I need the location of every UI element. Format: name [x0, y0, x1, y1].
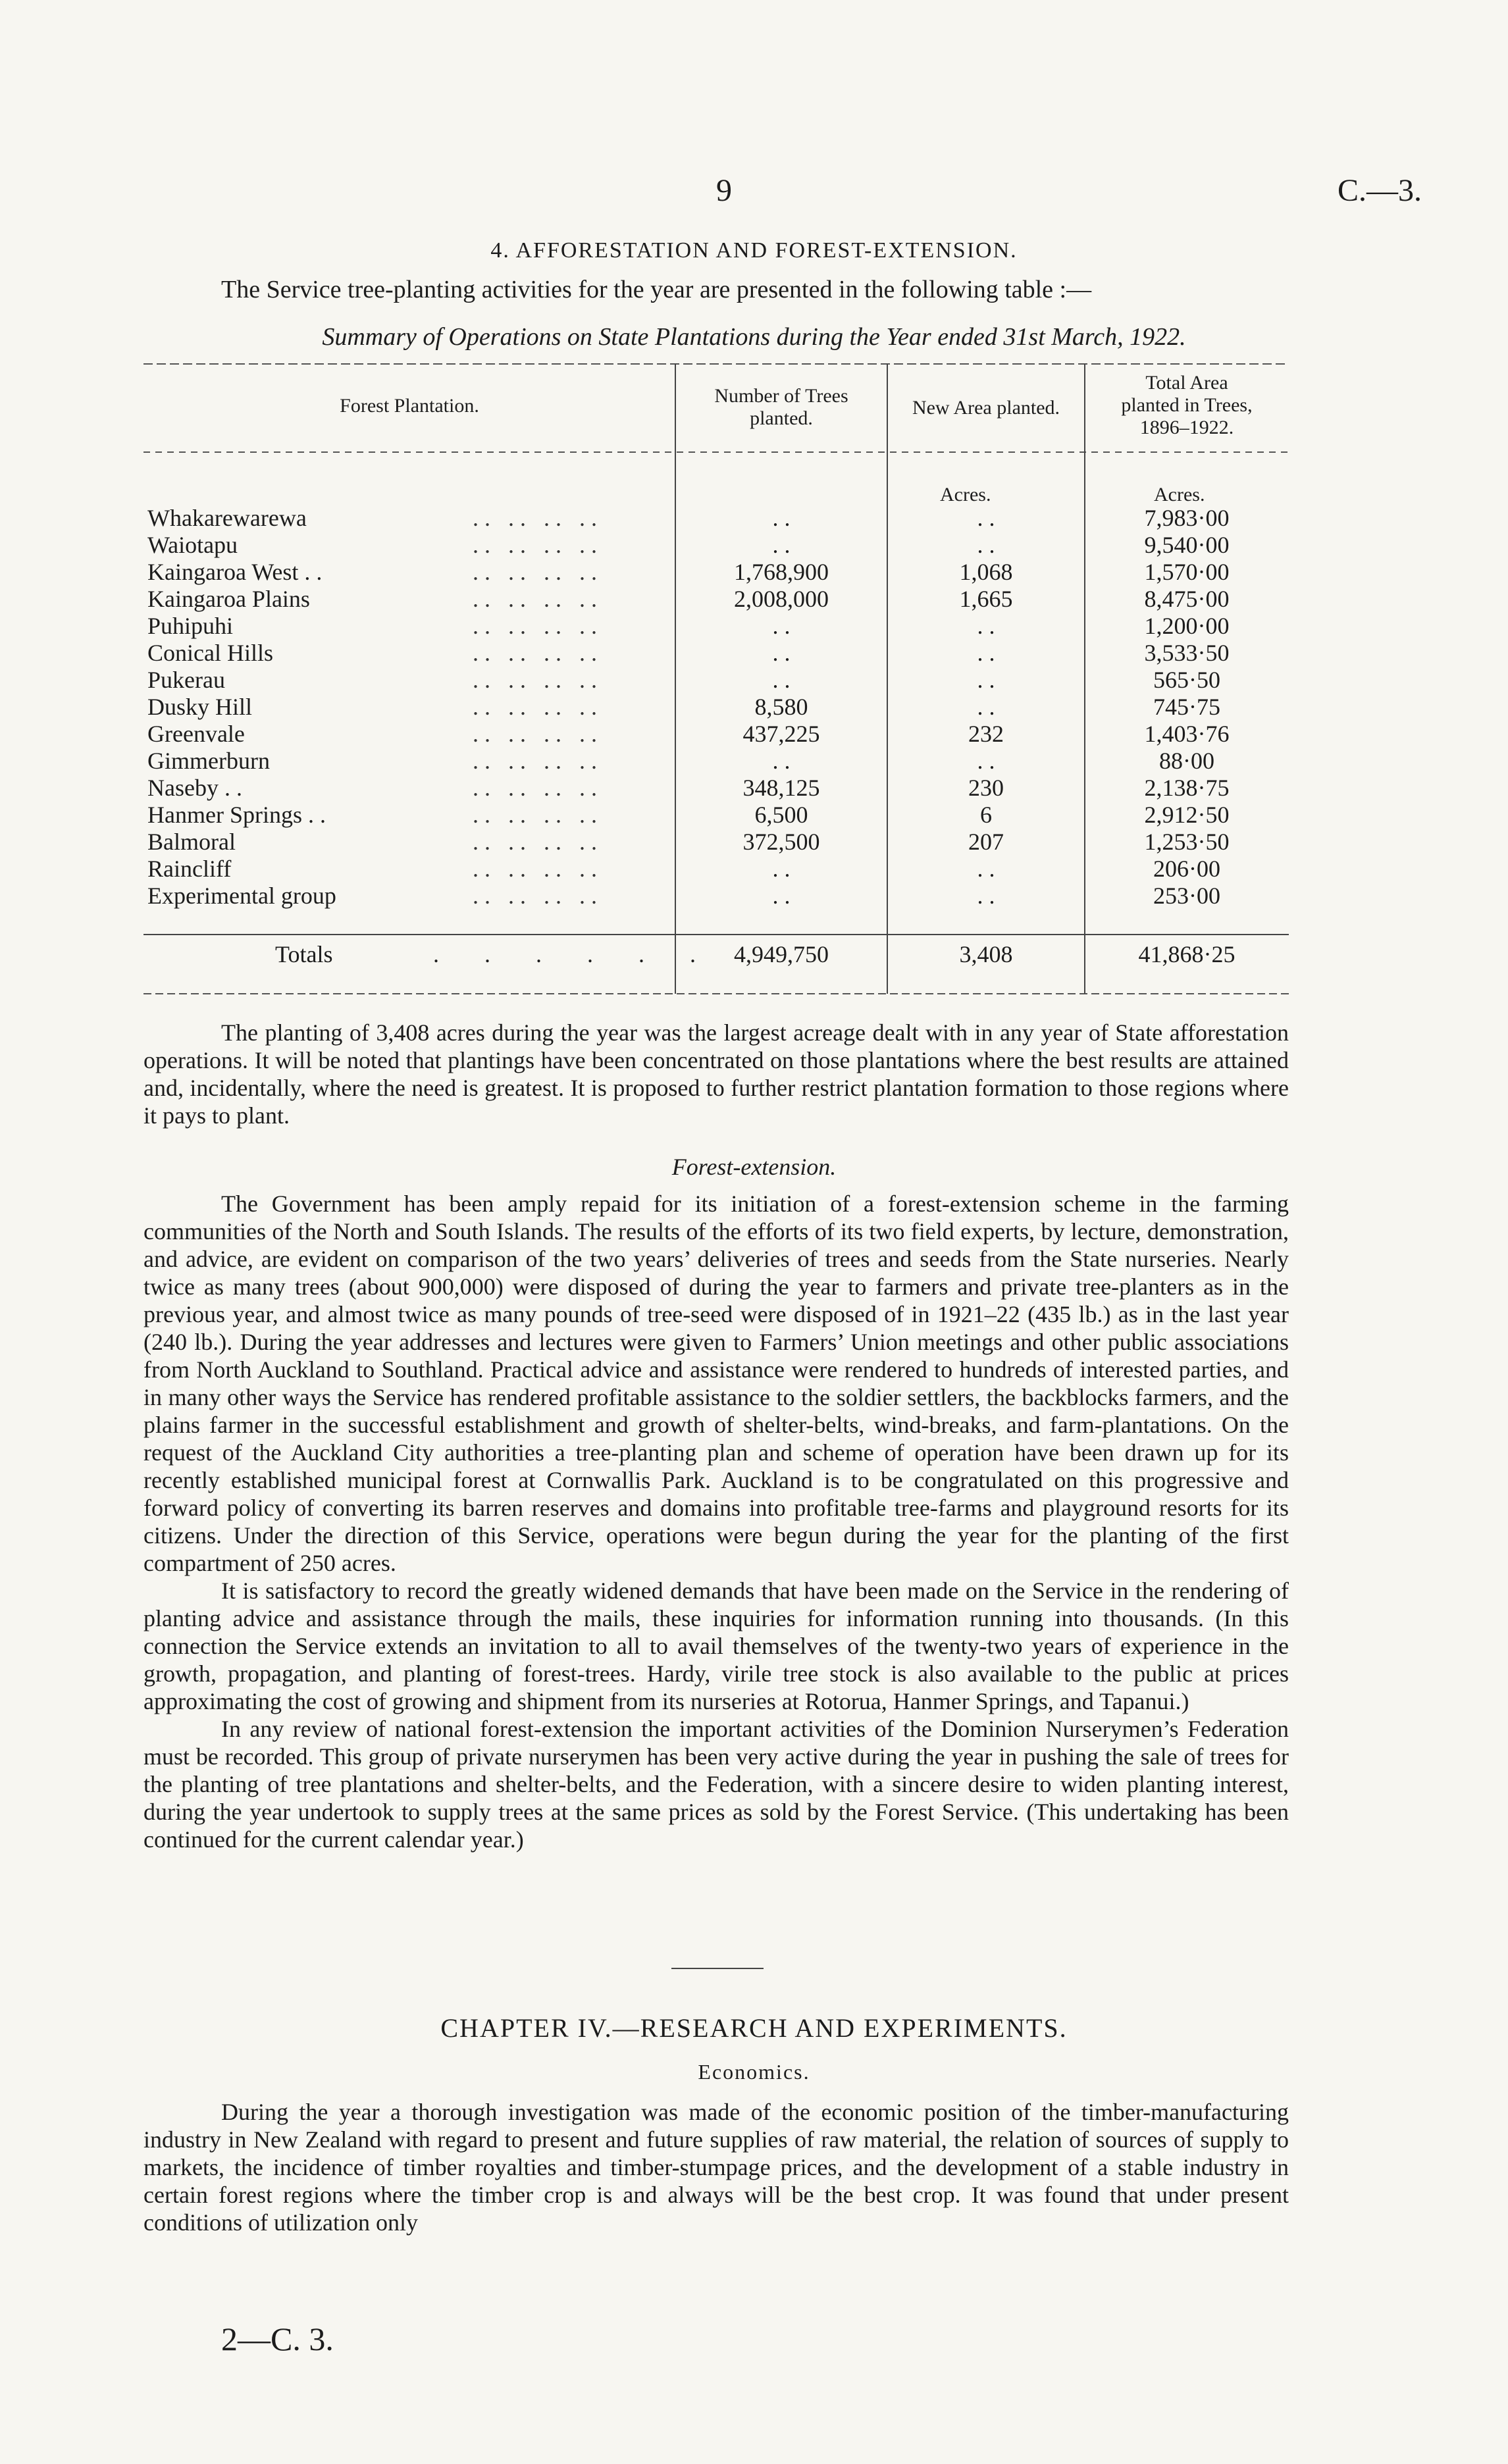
row-leader: . . . . . . . .	[473, 856, 597, 882]
table-row	[143, 640, 1289, 666]
intro-text: The Service tree-planting activities for the year are presented in the following table :—	[221, 276, 1092, 303]
plantation-name: Waiotapu	[147, 532, 238, 558]
table-row	[143, 748, 1289, 774]
header-new-area: New Area planted.	[912, 397, 1060, 419]
total-area: 253·00	[1153, 883, 1220, 909]
header-total-line3: 1896–1922.	[1139, 417, 1234, 438]
row-leader: . . . . . . . .	[473, 721, 597, 747]
table-row	[143, 694, 1289, 720]
new-area: 230	[968, 775, 1004, 801]
plantation-name: Balmoral	[147, 829, 236, 855]
header-total-line2: planted in Trees,	[1121, 394, 1253, 416]
plantation-name: Gimmerburn	[147, 748, 270, 774]
row-leader: . . . . . . . .	[473, 586, 597, 612]
new-area: 207	[968, 829, 1004, 855]
plantation-name: Dusky Hill	[147, 694, 253, 720]
row-leader: . . . . . . . .	[473, 613, 597, 639]
totals-trees: 4,949,750	[734, 941, 829, 967]
total-area: 565·50	[1153, 667, 1220, 693]
row-leader: . . . . . . . .	[473, 532, 597, 558]
new-area: . .	[977, 667, 995, 693]
trees-planted: . .	[772, 640, 791, 666]
row-leader: . . . . . . . .	[473, 883, 597, 909]
row-leader: . . . . . . . .	[473, 829, 597, 855]
plantation-name: Raincliff	[147, 856, 232, 882]
totals-total: 41,868·25	[1138, 941, 1235, 967]
trees-planted: 6,500	[754, 802, 808, 828]
header-trees-planted	[675, 385, 887, 430]
table-row	[143, 613, 1289, 639]
new-area: 1,068	[959, 559, 1013, 585]
new-area: . .	[977, 640, 995, 666]
table-row	[143, 856, 1289, 882]
total-area: 2,912·50	[1144, 802, 1230, 828]
trees-planted: . .	[772, 532, 791, 558]
total-area: 88·00	[1159, 748, 1214, 774]
total-area: 8,475·00	[1144, 586, 1230, 612]
plantation-name: Experimental group	[147, 883, 336, 909]
units-total: Acres.	[1154, 484, 1205, 505]
table-row	[143, 532, 1289, 558]
planting-paragraph	[143, 1019, 1289, 1129]
new-area: 6	[980, 802, 992, 828]
plantation-name: Conical Hills	[147, 640, 273, 666]
plantation-name: Greenvale	[147, 721, 245, 747]
forest-extension-p3: In any review of national forest-extension the important activities of the Dominion Nurserymen’s Federation must be recorded. This group of private nurserymen has been very active during the year in pushing the sale of trees for the planting of tree plantations and shelter-belts, and the Federation, with a sincere desire to widen planting interest, during the year undertook to supply trees at the same prices as sold by the Forest Service. (This undertaking has been continued for the current calendar year.)	[143, 1716, 1289, 1853]
total-area: 206·00	[1153, 856, 1220, 882]
new-area: . .	[977, 856, 995, 882]
table-row	[143, 802, 1289, 828]
plantation-name: Hanmer Springs . .	[147, 802, 326, 828]
trees-planted: . .	[772, 613, 791, 639]
trees-planted: 437,225	[742, 721, 820, 747]
footer-signature: 2—C. 3.	[221, 2321, 334, 2357]
new-area: . .	[977, 532, 995, 558]
economics-p1: During the year a thorough investigation was made of the economic position of the timber-manufacturing industry in New Zealand with regard to present and future supplies of raw material, the relation of sources of supply to markets, the incidence of timber royalties and timber-stumpage prices, and the development of a stable industry in certain forest regions where the timber crop is and always will be the best crop. It was found that under present conditions of utilization only	[143, 2099, 1289, 2236]
totals-leader: . . . . . .	[433, 941, 715, 967]
chapter-title: CHAPTER IV.—RESEARCH AND EXPERIMENTS.	[440, 2013, 1068, 2043]
table-row	[143, 883, 1289, 909]
forest-extension-heading: Forest-extension.	[671, 1154, 837, 1180]
trees-planted: 8,580	[754, 694, 808, 720]
trees-planted: . .	[772, 748, 791, 774]
section-heading: 4. AFFORESTATION AND FOREST-EXTENSION.	[490, 238, 1018, 263]
table-row	[143, 559, 1289, 585]
plantation-name: Naseby . .	[147, 775, 242, 801]
new-area: . .	[977, 694, 995, 720]
plantation-name: Whakarewarewa	[147, 505, 307, 531]
trees-planted: . .	[772, 667, 791, 693]
row-leader: . . . . . . . .	[473, 505, 597, 531]
table-row	[143, 721, 1289, 747]
row-leader: . . . . . . . .	[473, 640, 597, 666]
forest-extension-p2: It is satisfactory to record the greatly widened demands that have been made on the Service in the rendering of planting advice and assistance through the mails, these inquiries for information running into thousands. (In this connection the Service extends an invitation to all to avail themselves of the twenty-two years of experience in the growth, propagation, and planting of forest-trees. Hardy, virile tree stock is also available to the public at prices approximating the cost of growing and shipment from its nurseries at Rotorua, Hanmer Springs, and Tapanui.)	[143, 1578, 1289, 1714]
row-leader: . . . . . . . .	[473, 559, 597, 585]
trees-planted: . .	[772, 883, 791, 909]
table-caption: Summary of Operations on State Plantations during the Year ended 31st March, 1922.	[322, 323, 1186, 351]
row-leader: . . . . . . . .	[473, 775, 597, 801]
row-leader: . . . . . . . .	[473, 694, 597, 720]
trees-planted: 372,500	[742, 829, 820, 855]
header-total-area	[1085, 372, 1289, 439]
total-area: 9,540·00	[1144, 532, 1230, 558]
document-reference: C.—3.	[1337, 173, 1422, 208]
units-area: Acres.	[940, 484, 991, 505]
total-area: 7,983·00	[1144, 505, 1230, 531]
trees-planted: . .	[772, 856, 791, 882]
total-area: 3,533·50	[1144, 640, 1230, 666]
new-area: . .	[977, 883, 995, 909]
row-leader: . . . . . . . .	[473, 748, 597, 774]
total-area: 1,403·76	[1144, 721, 1230, 747]
header-forest-plantation: Forest Plantation.	[340, 395, 479, 417]
economics-subheading: Economics.	[698, 2060, 810, 2084]
totals-area: 3,408	[959, 941, 1013, 967]
trees-planted: . .	[772, 505, 791, 531]
new-area: 1,665	[959, 586, 1013, 612]
header-trees-line1: Number of Trees	[714, 385, 848, 407]
trees-planted: 2,008,000	[734, 586, 829, 612]
economics-body	[143, 2098, 1289, 2236]
table-row	[143, 775, 1289, 801]
total-area: 2,138·75	[1144, 775, 1230, 801]
header-total-line1: Total Area	[1145, 372, 1228, 394]
plantation-name: Pukerau	[147, 667, 225, 693]
new-area: . .	[977, 613, 995, 639]
totals-row	[143, 941, 1289, 967]
total-area: 1,200·00	[1144, 613, 1230, 639]
table-row	[143, 505, 1289, 531]
table-row	[143, 667, 1289, 693]
table-row	[143, 829, 1289, 855]
table-row	[143, 586, 1289, 612]
plantation-name: Puhipuhi	[147, 613, 234, 639]
plantation-name: Kaingaroa Plains	[147, 586, 310, 612]
new-area: 232	[968, 721, 1004, 747]
forest-extension-body	[143, 1190, 1289, 1853]
forest-extension-p1: The Government has been amply repaid for its initiation of a forest-extension scheme in the farming communities of the North and South Islands. The results of the efforts of its two field experts, by lecture, demonstration, and advice, are evident on comparison of the two years’ deliveries of trees and seeds from the State nurseries. Nearly twice as many trees (about 900,000) were disposed of during the year to farmers and private tree-planters as in the previous year, and almost twice as many pounds of tree-seed were disposed of in 1921–22 (435 lb.) as in the last year (240 lb.). During the year addresses and lectures were given to Farmers’ Union meetings and other public associations from North Auckland to Southland. Practical advice and assistance were rendered to hundreds of interested parties, and in many other ways the Service has rendered profitable assistance to the soldier settlers, the backblocks farmers, and the plains farmer in the successful establishment and growth of shelter-belts, wind-breaks, and farm-plantations. On the request of the Auckland City authorities a tree-planting plan and scheme of operation have been drawn up for its recently established municipal forest at Cornwallis Park. Auckland is to be congratulated on this progressive and forward policy of converting its barren reserves and domains into profitable tree-farms and playground resorts for its citizens. Under the direction of this Service, operations were begun during the year for the planting of the first compartment of 250 acres.	[143, 1191, 1289, 1576]
trees-planted: 348,125	[742, 775, 820, 801]
totals-label: Totals	[275, 941, 333, 967]
new-area: . .	[977, 748, 995, 774]
page-number: 9	[716, 173, 732, 208]
total-area: 1,570·00	[1144, 559, 1230, 585]
total-area: 745·75	[1153, 694, 1220, 720]
plantation-name: Kaingaroa West . .	[147, 559, 323, 585]
plantation-summary-table	[143, 359, 1289, 1000]
new-area: . .	[977, 505, 995, 531]
trees-planted: 1,768,900	[734, 559, 829, 585]
section-divider	[671, 1968, 764, 1969]
header-trees-line2: planted.	[750, 407, 813, 429]
row-leader: . . . . . . . .	[473, 667, 597, 693]
total-area: 1,253·50	[1144, 829, 1230, 855]
planting-text: The planting of 3,408 acres during the year was the largest acreage dealt with in any year of State afforestation operations. It will be noted that plantings have been concentrated on those plantations where the best results are attained and, incidentally, where the need is greatest. It is proposed to further restrict plantation formation to those regions where it pays to plant.	[143, 1019, 1289, 1129]
row-leader: . . . . . . . .	[473, 802, 597, 828]
